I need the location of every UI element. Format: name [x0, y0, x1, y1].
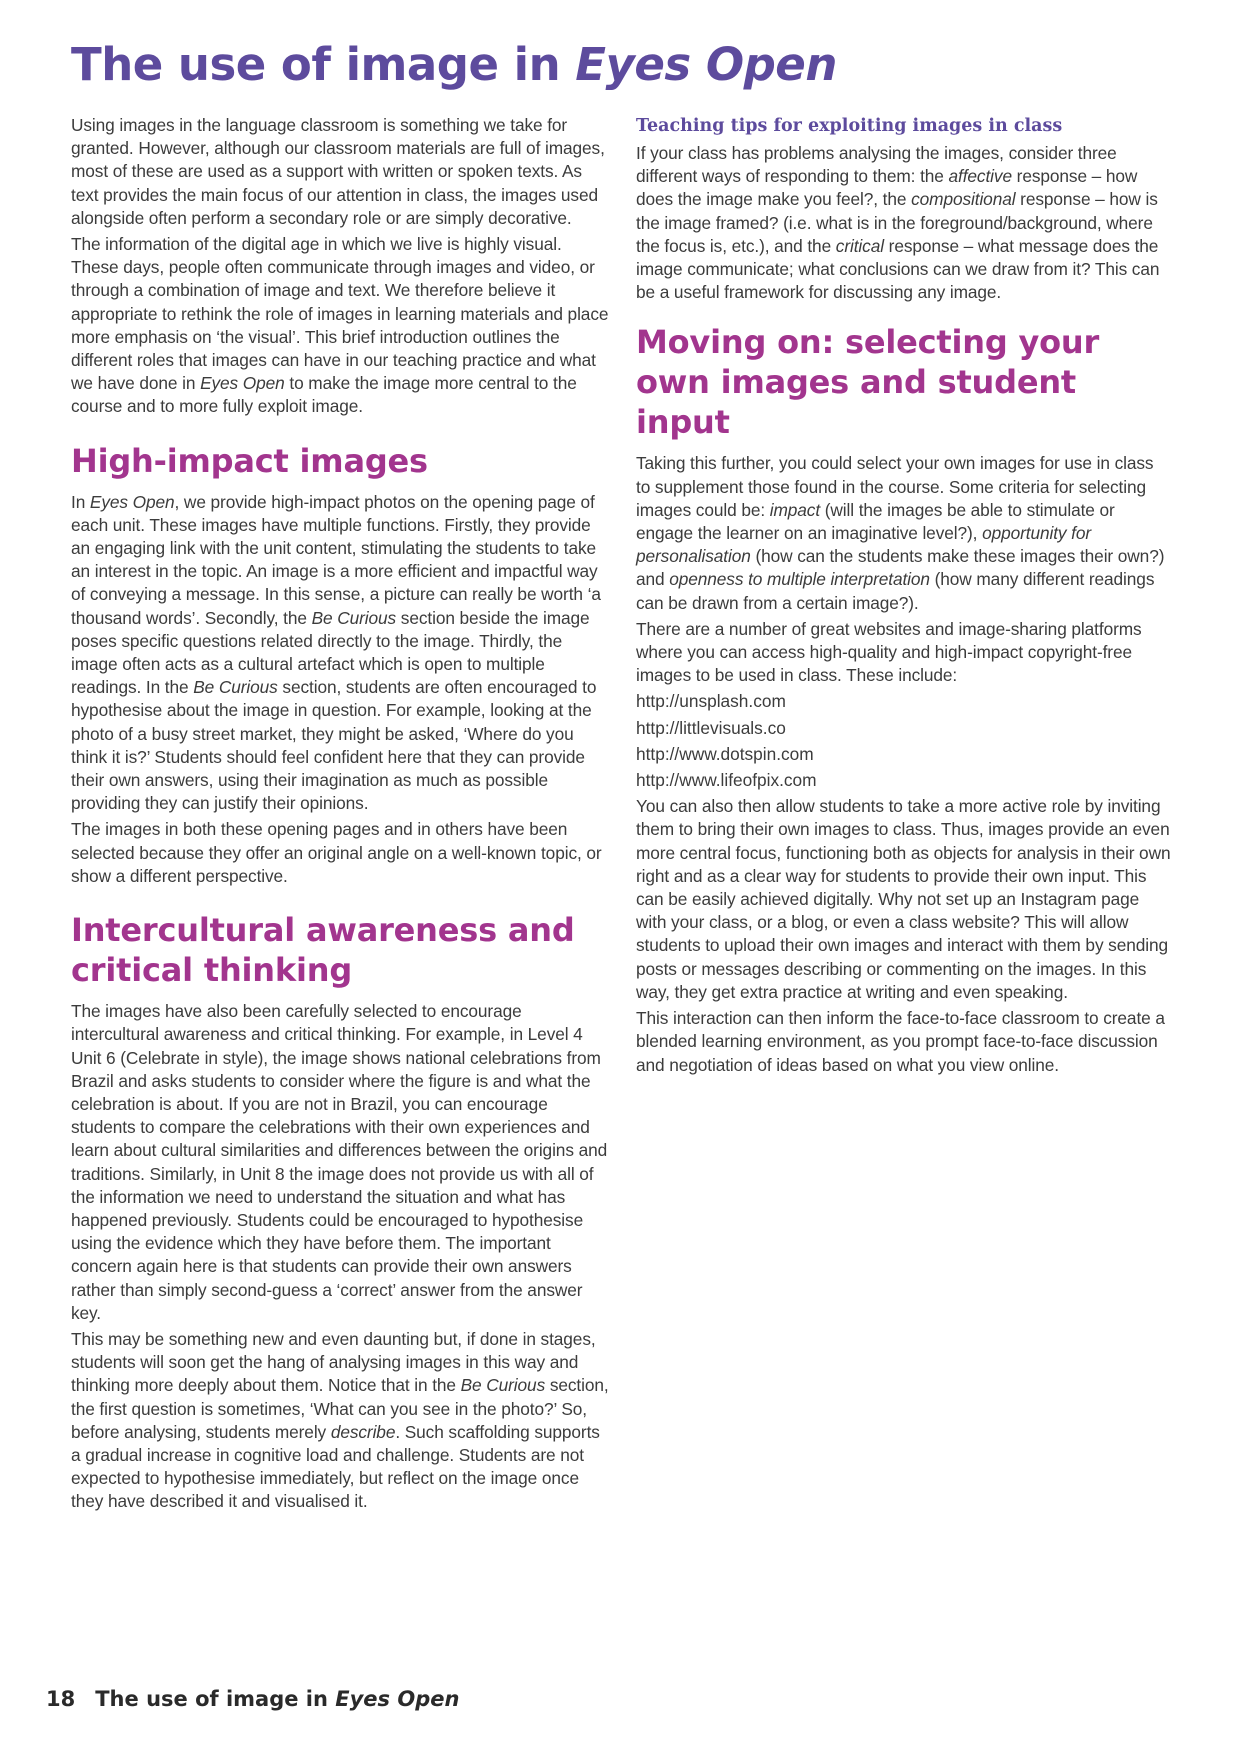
moving-on-paragraph-3: You can also then allow students to take a more active role by inviting them to bring their own images to class. Thus, images provide an even more central focus, functioning both as objects for analysis in their own right and as a clear way for students to provide their own input. This can be easily achieved digitally. Why not set up an Instagram page with your class, or a blog, or even a class website? This will allow students to upload their own images and interact with them by sending posts or messages describing or commenting on the images. In this way, they get extra practice at writing and even speaking. [636, 796, 1171, 1002]
teaching-tips-heading: Teaching tips for exploiting images in class [636, 116, 1063, 136]
right-column [636, 114, 1171, 1080]
page-title [71, 38, 837, 91]
moving-on-paragraph-4: This interaction can then inform the face-to-face classroom to create a blended learning environment, as you prompt face-to-face discussion and negotiation of ideas based on what you view online. [636, 1008, 1165, 1075]
moving-on-paragraph-2: There are a number of great websites and image-sharing platforms where you can access high-quality and high-impact copyright-free images to be used in class. These include: [636, 618, 1142, 686]
moving-on-paragraph-1: Taking this further, you could select your own images for use in class to supplement those found in the course. Some criteria for selecting images could be: impact (will the images be able to stimulate or engage the learner on an imaginative level?), opportunity for personalisation (how can the students make these images their own?) and openness to multiple interpretation (how many different readings can be drawn from a certain image?). [636, 453, 1165, 613]
high-impact-paragraph-1: In Eyes Open, we provide high-impact photos on the opening page of each unit. These images have multiple functions. Firstly, they provide an engaging link with the unit content, stimulating the students to take an interest in the topic. An image is a more efficient and impactful way of conveying a message. In this sense, a picture can really be worth ‘a thousand words’. Secondly, the Be Curious section beside the image poses specific questions related directly to the image. Thirdly, the image often acts as a cultural artefact which is open to multiple readings. In the Be Curious section, students are often encouraged to hypothesise about the image in question. For example, looking at the photo of a busy street market, they might be asked, ‘Where do you think it is?’ Students should feel confident here that they can provide their own answers, using their imagination as much as possible providing they can justify their opinions. [71, 491, 601, 814]
intro-paragraph-1: Using images in the language classroom is something we take for granted. However, although our classroom materials are full of images, most of these are used as a support with written or spoken texts. As text provides the main focus of our attention in class, the images used alongside often perform a secondary role or are simply decorative. [71, 115, 605, 228]
footer-title-italic: Eyes Open [335, 1687, 460, 1711]
intercultural-paragraph-2: This may be something new and even daunting but, if done in stages, students will soon get the hang of analysing images in this way and thinking more deeply about them. Notice that in the Be Curious section, the first question is sometimes, ‘What can you see in the photo?’ So, before analysing, students merely describe. Such scaffolding supports a gradual increase in cognitive load and challenge. Students are not expected to hypothesise immediately, but reflect on the image once they have described it and visualised it. [71, 1328, 609, 1512]
footer-title: The use of image in [95, 1687, 336, 1711]
high-impact-paragraph-2: The images in both these opening pages and in others have been selected because they offer an original angle on a well-known topic, or show a different perspective. [71, 819, 602, 886]
left-column [71, 114, 611, 1517]
page-title-italic: Eyes Open [575, 38, 837, 91]
link-dotspin[interactable]: http://www.dotspin.com [636, 743, 814, 764]
link-littlevisuals[interactable]: http://littlevisuals.co [636, 717, 786, 738]
link-lifeofpix[interactable]: http://www.lifeofpix.com [636, 770, 817, 791]
high-impact-heading: High-impact images [71, 441, 428, 480]
moving-on-heading: Moving on: selecting your own images and student input [636, 323, 1100, 442]
page-footer [46, 1687, 459, 1711]
page-title-text: The use of image in [71, 38, 576, 91]
link-unsplash[interactable]: http://unsplash.com [636, 691, 786, 712]
intercultural-heading: Intercultural awareness and critical thinking [71, 911, 575, 990]
intro-paragraph-2: The information of the digital age in which we live is highly visual. These days, people often communicate through images and video, or through a combination of image and text. We therefore believe it appropriate to rethink the role of images in learning materials and place more emphasis on ‘the visual’. This brief introduction outlines the different roles that images can have in our teaching practice and what we have done in Eyes Open to make the image more central to the course and to more fully exploit image. [71, 234, 609, 417]
teaching-tips-paragraph: If your class has problems analysing the images, consider three different ways of responding to them: the affective response – how does the image make you feel?, the compositional response – how is the image framed? (i.e. what is in the foreground/background, where the focus is, etc.), and the critical response – what message does the image communicate; what conclusions can we draw from it? This can be a useful framework for discussing any image. [636, 143, 1160, 303]
intercultural-paragraph-1: The images have also been carefully selected to encourage intercultural awareness and critical thinking. For example, in Level 4 Unit 6 (Celebrate in style), the image shows national celebrations from Brazil and asks students to consider where the figure is and what the celebration is about. If you are not in Brazil, you can encourage students to compare the celebrations with their own experiences and learn about cultural similarities and differences between the origins and traditions. Similarly, in Unit 8 the image does not provide us with all of the information we need to understand the situation and what has happened previously. Students could be encouraged to hypothesise using the evidence which they have before them. The important concern again here is that students can provide their own answers rather than simply second-guess a ‘correct’ answer from the answer key. [71, 1001, 608, 1323]
page-number: 18 [46, 1687, 76, 1711]
